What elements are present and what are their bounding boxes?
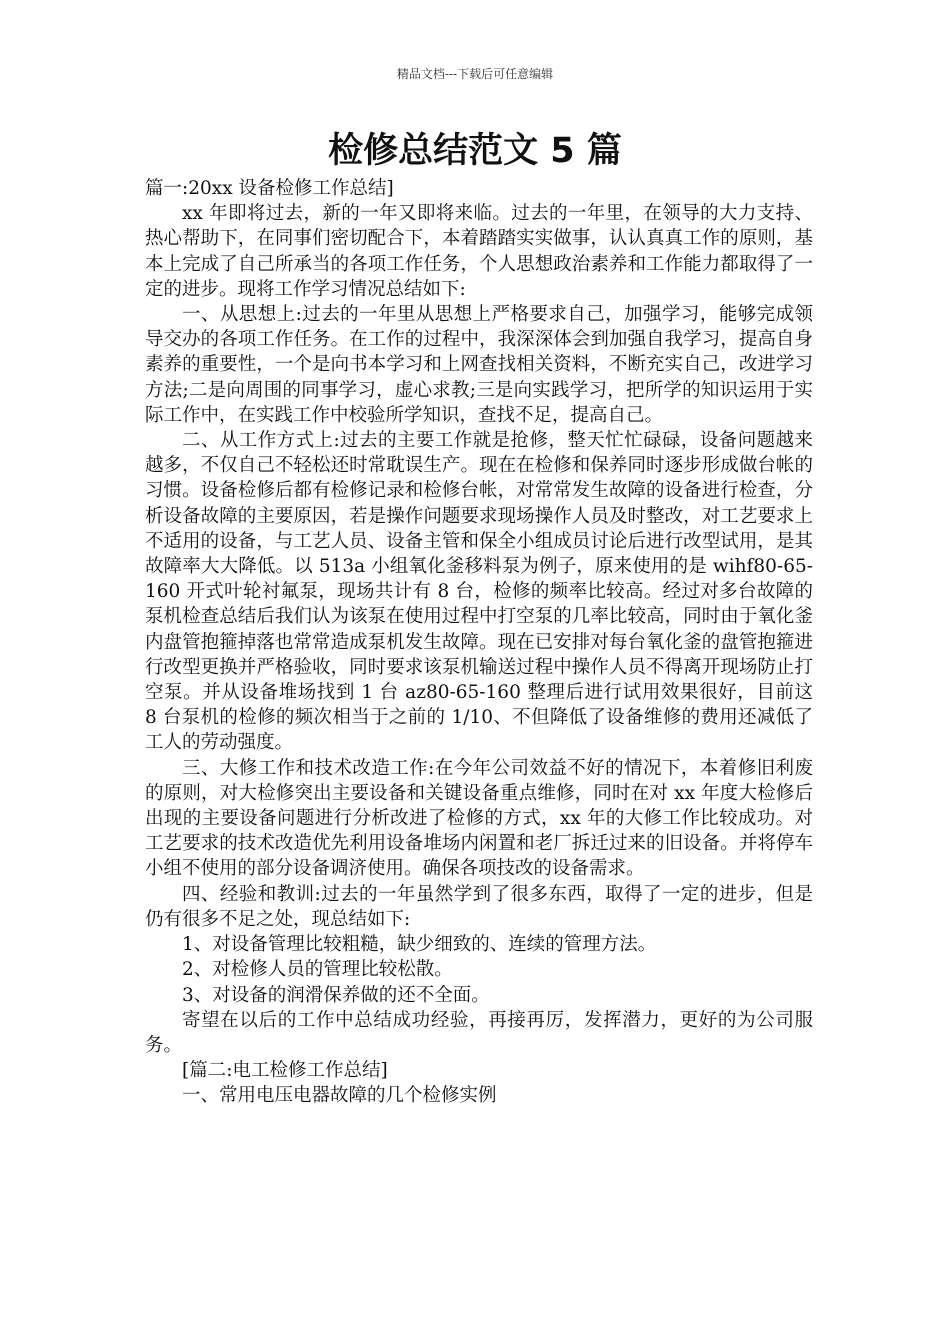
list-item: 3、对设备的润滑保养做的还不全面。 — [182, 984, 490, 1006]
paragraph-lessons: 四、经验和教训:过去的一年虽然学到了很多东西，取得了一定的进步，但是仍有很多不足之处，现总结如下: — [145, 883, 813, 930]
section-heading-1: 篇一:20xx 设备检修工作总结] — [145, 178, 394, 199]
list-item: 1、对设备管理比较粗糙，缺少细致的、连续的管理方法。 — [182, 934, 657, 956]
paragraph-overhaul: 三、大修工作和技术改造工作:在今年公司效益不好的情况下，本着修旧利废的原则，对大检修突出主要设备和关键设备重点维修，同时在对 xx 年度大检修后出现的主要设备问题进行分析改进了检修的方式，xx 年的大修工作比较成功。对工艺要求的技术改造优先利用设备堆场内闲置和老厂拆迁过来的旧设备。并将停车小组不使用的部分设备调济使用。确保各项技改的设备需求。 — [145, 757, 813, 880]
document-body — [145, 176, 813, 1109]
intro-paragraph: xx 年即将过去，新的一年又即将来临。过去的一年里，在领导的大力支持、热心帮助下，在同事们密切配合下，本着踏踏实实做事，认认真真工作的原则，基本上完成了自己所承当的各项工作任务，个人思想政治素养和工作能力都取得了一定的进步。现将工作学习情况总结如下: — [145, 203, 813, 300]
paragraph-thinking: 一、从思想上:过去的一年里从思想上严格要求自己，加强学习，能够完成领导交办的各项工作任务。在工作的过程中，我深深体会到加强自我学习，提高自身素养的重要性，一个是向书本学习和上网查找相关资料，不断充实自己，改进学习方法;二是向周围的同事学习，虚心求教;三是向实践学习，把所学的知识运用于实际工作中，在实践工作中校验所学知识，查找不足，提高自己。 — [145, 304, 813, 426]
paragraph-work-method: 二、从工作方式上:过去的主要工作就是抢修，整天忙忙碌碌，设备问题越来越多，不仅自己不轻松还时常耽误生产。现在在检修和保养同时逐步形成做台帐的习惯。设备检修后都有检修记录和检修台帐，对常常发生故障的设备进行检查，分析设备故障的主要原因，若是操作问题要求现场操作人员及时整改，对工艺要求上不适用的设备，与工艺人员、设备主管和保全小组成员讨论后进行改型试用，是其故障率大大降低。以 513a 小组氧化釜移料泵为例子，原来使用的是 wihf80-65-160 开式叶轮衬氟泵，现场共计有 8 台，检修的频率比较高。经过对多台故障的泵机检查总结后我们认为该泵在使用过程中打空泵的几率比较高，同时由于氧化釜内盘管抱箍掉落也常常造成泵机发生故障。现在已安排对每台氧化釜的盘管抱箍进行改型更换并严格验收，同时要求该泵机输送过程中操作人员不得离开现场防止打空泵。并从设备堆场找到 1 台 az80-65-160 整理后进行试用效果很好，目前这 8 台泵机的检修的频次相当于之前的 1/10、不但降低了设备维修的费用还减低了工人的劳动强度。 — [145, 430, 813, 754]
subsection-heading: 一、常用电压电器故障的几个检修实例 — [182, 1085, 497, 1107]
section-heading-2: [篇二:电工检修工作总结] — [182, 1060, 388, 1082]
document-title: 检修总结范文 5 篇 — [328, 131, 622, 171]
header-note: 精品文档---下载后可任意编辑 — [396, 67, 554, 81]
paragraph-closing: 寄望在以后的工作中总结成功经验，再接再厉，发挥潜力，更好的为公司服务。 — [145, 1009, 813, 1056]
list-item: 2、对检修人员的管理比较松散。 — [182, 959, 453, 981]
